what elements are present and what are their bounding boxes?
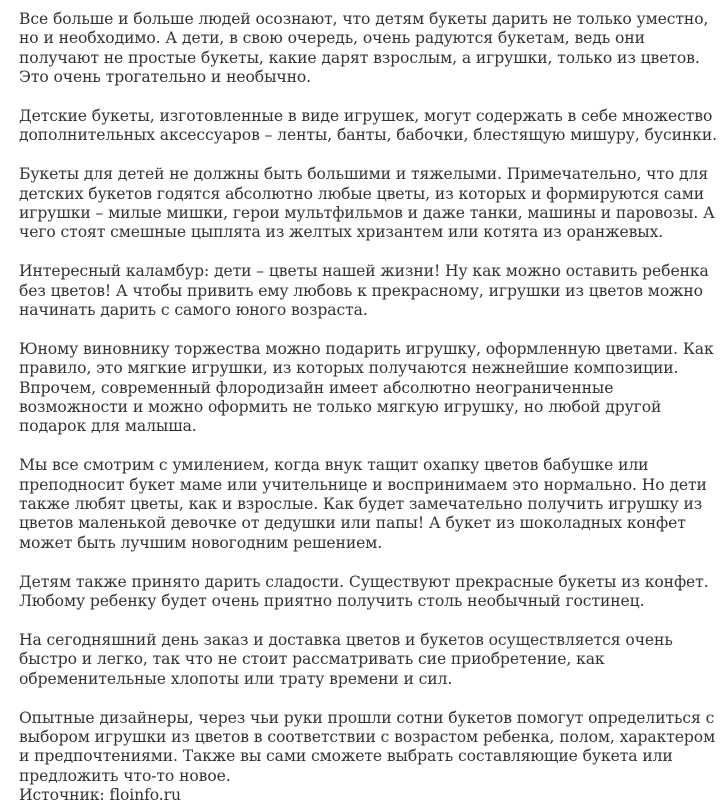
article-paragraph: Букеты для детей не должны быть большими и тяжелыми. Примечательно, что для детских букетов годятся абсолютно любые цветы, из которых и формируются сами игрушки – милые мишки, герои мультфильмов и даже танки, машины и паровозы. А чего стоят смешные цыплята из желтых хризантем или котята из оранжевых.: [19, 165, 715, 242]
article-paragraph: Юному виновнику торжества можно подарить игрушку, оформленную цветами. Как правило, это мягкие игрушки, из которых получаются нежнейшие композиции. Впрочем, современный флородизайн имеет абсолютно неограниченные возможности и можно оформить не только мягкую игрушку, но любой другой подарок для малыша.: [19, 339, 714, 436]
article-paragraph: Детские букеты, изготовленные в виде игрушек, могут содержать в себе множество дополнительных аксессуаров – ленты, банты, бабочки, блестящую мишуру, бусинки.: [19, 107, 717, 145]
source-credit: Источник: floinfo.ru: [19, 786, 181, 805]
article-paragraph: Все больше и больше людей осознают, что детям букеты дарить не только уместно, но и необходимо. А дети, в свою очередь, очень радуются букетам, ведь они получают не простые букеты, какие дарят взрослым, а игрушки, только из цветов. Это очень трогательно и необычно.: [19, 10, 709, 87]
article-paragraph: Интересный каламбур: дети – цветы нашей жизни! Ну как можно оставить ребенка без цветов! А чтобы привить ему любовь к прекрасному, игрушки из цветов можно начинать дарить с самого юного возраста.: [19, 262, 709, 320]
article-body: [19, 10, 719, 806]
article-paragraph: Опытные дизайнеры, через чьи руки прошли сотни букетов помогут определиться с выбором игрушки из цветов в соответствии с возрастом ребенка, полом, характером и предпочтениями. Также вы сами сможете выбрать составляющие букета или предложить что-то новое.: [19, 708, 716, 785]
article-paragraph: Детям также принято дарить сладости. Существуют прекрасные букеты из конфет. Любому ребенку будет очень приятно получить столь необычный гостинец.: [19, 572, 709, 611]
article-paragraph: Мы все смотрим с умилением, когда внук тащит охапку цветов бабушке или преподносит букет маме или учительнице и воспринимаем это нормально. Но дети также любят цветы, как и взрослые. Как будет замечательно получить игрушку из цветов маленькой девочке от дедушки или папы! А букет из шоколадных конфет может быть лучшим новогодним решением.: [19, 456, 707, 552]
article-paragraph: На сегодняшний день заказ и доставка цветов и букетов осуществляется очень быстро и легко, так что не стоит рассматривать сие приобретение, как обременительные хлопоты или трату времени и сил.: [19, 630, 673, 688]
